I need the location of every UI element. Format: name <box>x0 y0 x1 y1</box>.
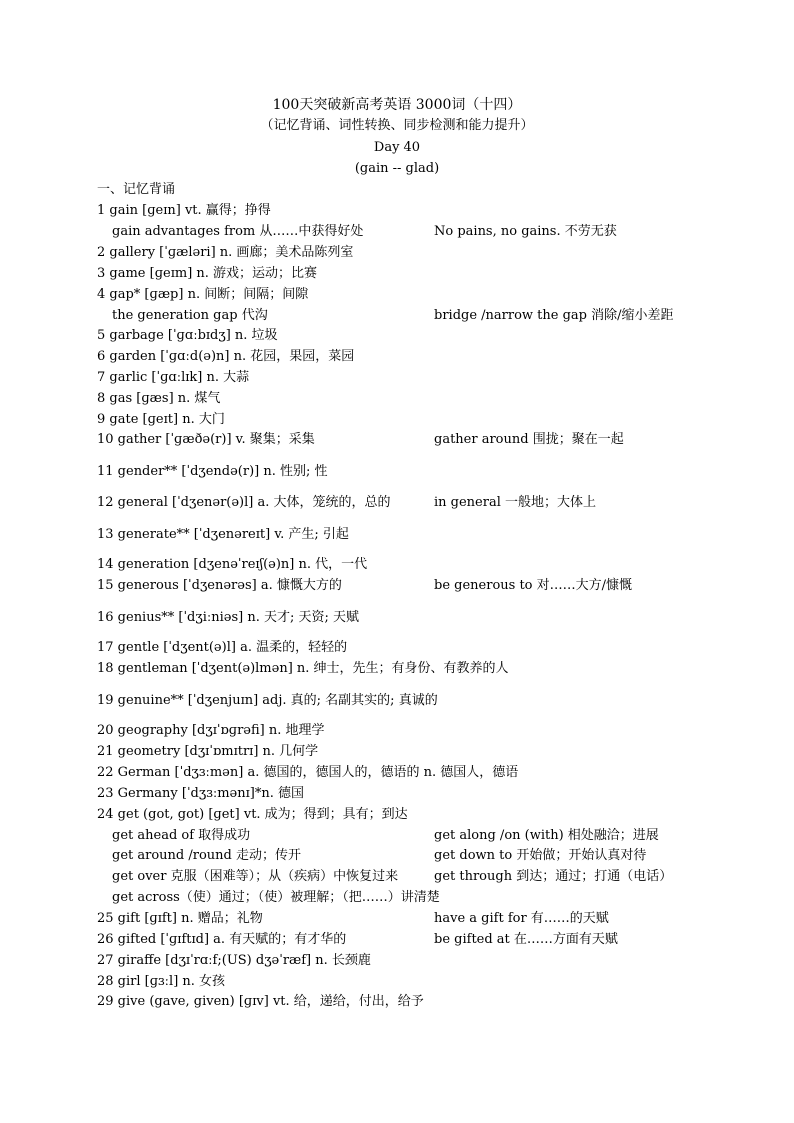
list-item: 11 gender** [ˈdʒendə(r)] n. 性别; 性 <box>97 464 328 479</box>
list-item-phrase: No pains, no gains. 不劳无获 <box>434 224 617 239</box>
list-item-phrase: get along /on (with) 相处融洽；进展 <box>434 828 659 843</box>
page-subtitle: （记忆背诵、词性转换、同步检测和能力提升） <box>260 118 534 133</box>
list-item: get across（使）通过；（使）被理解；（把……）讲清楚 <box>112 890 440 905</box>
list-item: get around /round 走动；传开 <box>112 848 301 863</box>
list-item: 4 gap* [ɡæp] n. 间断；间隔；间隙 <box>97 287 309 302</box>
list-item-phrase: have a gift for 有……的天赋 <box>434 911 609 926</box>
list-item: 14 generation [dʒenəˈreɪʃ(ə)n] n. 代，一代 <box>97 557 368 572</box>
list-item-phrase: be gifted at 在……方面有天赋 <box>434 932 618 947</box>
list-item: 24 get (got, got) [ɡet] vt. 成为；得到；具有；到达 <box>97 807 408 822</box>
list-item-phrase: bridge /narrow the gap 消除/缩小差距 <box>434 308 674 323</box>
list-item-phrase: be generous to 对……大方/慷慨 <box>434 578 633 593</box>
list-item: get over 克服（困难等）；从（疾病）中恢复过来 <box>112 869 399 884</box>
list-item: get ahead of 取得成功 <box>112 828 251 843</box>
list-item: 27 giraffe [dʒɪˈrɑːf;(US) dʒəˈræf] n. 长颈鹿 <box>97 953 371 968</box>
word-range: (gain -- glad) <box>354 161 440 176</box>
list-item: gain advantages from 从……中获得好处 <box>112 224 364 239</box>
list-item: 16 genius** [ˈdʒiːniəs] n. 天才; 天资; 天赋 <box>97 610 359 625</box>
list-item: 8 gas [ɡæs] n. 煤气 <box>97 391 221 406</box>
list-item: 9 gate [ɡeɪt] n. 大门 <box>97 412 225 427</box>
list-item-phrase: gather around 围拢；聚在一起 <box>434 432 624 447</box>
list-item: 23 Germany [ˈdʒɜːmənɪ]*n. 德国 <box>97 786 304 801</box>
list-item: 21 geometry [dʒɪˈɒmɪtrɪ] n. 几何学 <box>97 744 319 759</box>
list-item-phrase: in general 一般地；大体上 <box>434 495 596 510</box>
list-item: 1 gain [ɡeɪn] vt. 赢得；挣得 <box>97 203 271 218</box>
list-item: 10 gather [ˈɡæðə(r)] v. 聚集；采集 <box>97 432 315 447</box>
list-item: 17 gentle [ˈdʒent(ə)l] a. 温柔的，轻轻的 <box>97 640 348 655</box>
list-item: 26 gifted [ˈɡɪftɪd] a. 有天赋的；有才华的 <box>97 932 347 947</box>
list-item: 3 game [ɡeɪm] n. 游戏；运动；比赛 <box>97 266 318 281</box>
list-item-phrase: get down to 开始做；开始认真对待 <box>434 848 647 863</box>
section-heading: 一、记忆背诵 <box>97 182 176 197</box>
list-item: 5 garbage [ˈɡɑːbɪdʒ] n. 垃圾 <box>97 328 278 343</box>
list-item: 13 generate** [ˈdʒenəreɪt] v. 产生; 引起 <box>97 527 349 542</box>
list-item: 12 general [ˈdʒenər(ə)l] a. 大体，笼统的，总的 <box>97 495 391 510</box>
list-item: 18 gentleman [ˈdʒent(ə)lmən] n. 绅士，先生；有身份、有教养的人 <box>97 661 509 676</box>
list-item: 19 genuine** [ˈdʒenjuɪn] adj. 真的; 名副其实的; 真诚的 <box>97 693 438 708</box>
list-item: the generation gap 代沟 <box>112 308 268 323</box>
list-item: 15 generous [ˈdʒenərəs] a. 慷慨大方的 <box>97 578 342 593</box>
list-item: 20 geography [dʒɪˈɒɡrəfi] n. 地理学 <box>97 723 325 738</box>
list-item: 29 give (gave, given) [ɡɪv] vt. 给，递给，付出，给予 <box>97 994 424 1009</box>
list-item: 6 garden [ˈɡɑːd(ə)n] n. 花园，果园，菜园 <box>97 349 355 364</box>
list-item-phrase: get through 到达；通过；打通（电话） <box>434 869 673 884</box>
list-item: 25 gift [ɡɪft] n. 赠品；礼物 <box>97 911 263 926</box>
list-item: 2 gallery [ˈɡæləri] n. 画廊；美术品陈列室 <box>97 245 354 260</box>
list-item: 7 garlic [ˈɡɑːlɪk] n. 大蒜 <box>97 370 250 385</box>
day-label: Day 40 <box>373 140 421 155</box>
page-title: 100天突破新高考英语 3000词（十四） <box>272 97 522 113</box>
list-item: 22 German [ˈdʒɜːmən] a. 德国的，德国人的，德语的 n. 德国人，德语 <box>97 765 519 780</box>
list-item: 28 girl [ɡɜːl] n. 女孩 <box>97 974 226 989</box>
